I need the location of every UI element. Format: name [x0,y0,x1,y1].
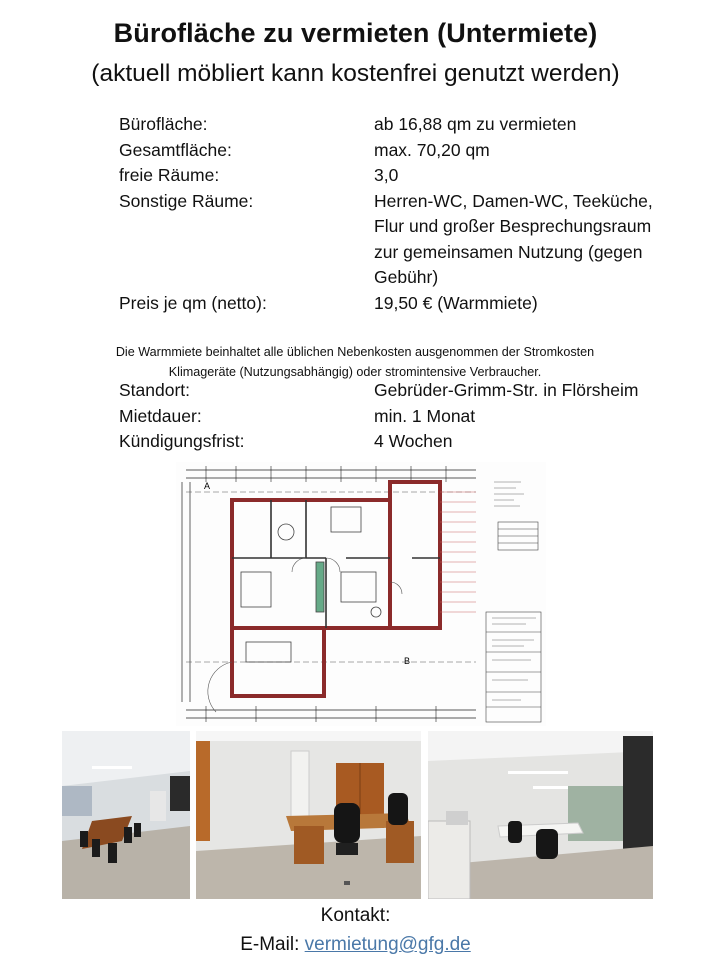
page-subtitle: (aktuell möbliert kann kostenfrei genutzt werden) [91,60,620,87]
office-photo-meeting-room [62,731,190,899]
email-link[interactable]: vermietung@gfg.de [304,934,471,955]
detail-value: ab 16,88 qm zu vermieten [374,114,577,134]
axis-marker-b: B [404,656,411,666]
detail-value: 19,50 € (Warmmiete) [374,292,538,313]
detail-label: Preis je qm (netto): [119,292,267,313]
detail-value: min. 1 Monat [374,405,476,426]
detail-value: max. 70,20 qm [374,139,490,160]
detail-label: freie Räume: [119,165,220,185]
details-list [119,112,689,316]
contact-email-line [0,934,711,956]
detail-row-freie-raume [119,163,689,189]
warmmiete-note [0,342,711,382]
detail-value: 3,0 [374,165,399,185]
note-line-2: Klimageräte (Nutzungsabhängig) oder stromintensive Verbraucher. [168,365,542,379]
email-label: E-Mail: [240,934,300,955]
office-photo-desk [196,731,421,899]
detail-row-preis [119,291,689,317]
detail-label: Kündigungsfrist: [119,431,245,451]
detail-row-sonstige-raume [119,189,689,291]
detail-row-buroflache [119,112,689,138]
detail-value: 4 Wochen [374,431,453,451]
note-line-1: Die Warmmiete beinhaltet alle üblichen Nebenkosten ausgenommen der Stromkosten [115,345,595,359]
detail-value: Gebrüder-Grimm-Str. in Flörsheim [374,380,639,400]
detail-row-standort [119,378,689,404]
detail-label: Bürofläche: [119,114,208,134]
detail-label: Mietdauer: [119,405,202,426]
contact-heading: Kontakt: [320,905,391,926]
detail-row-kundigungsfrist [119,429,689,455]
floor-plan-image [176,462,546,726]
detail-label: Gesamtfläche: [119,139,232,160]
office-photo-workspace [428,731,653,899]
detail-row-mietdauer [119,404,689,430]
detail-value: Herren-WC, Damen-WC, Teeküche, Flur und großer Besprechungsraum zur gemeinsamen Nutzung (gegen Gebühr) [374,190,653,287]
floor-plan-drawing [176,462,546,726]
details-list-2 [119,378,689,455]
detail-label: Standort: [119,380,191,400]
page-title: Bürofläche zu vermieten (Untermiete) [113,18,598,48]
detail-row-gesamtflache [119,138,689,164]
detail-label: Sonstige Räume: [119,190,254,211]
axis-marker-a: A [204,481,211,491]
